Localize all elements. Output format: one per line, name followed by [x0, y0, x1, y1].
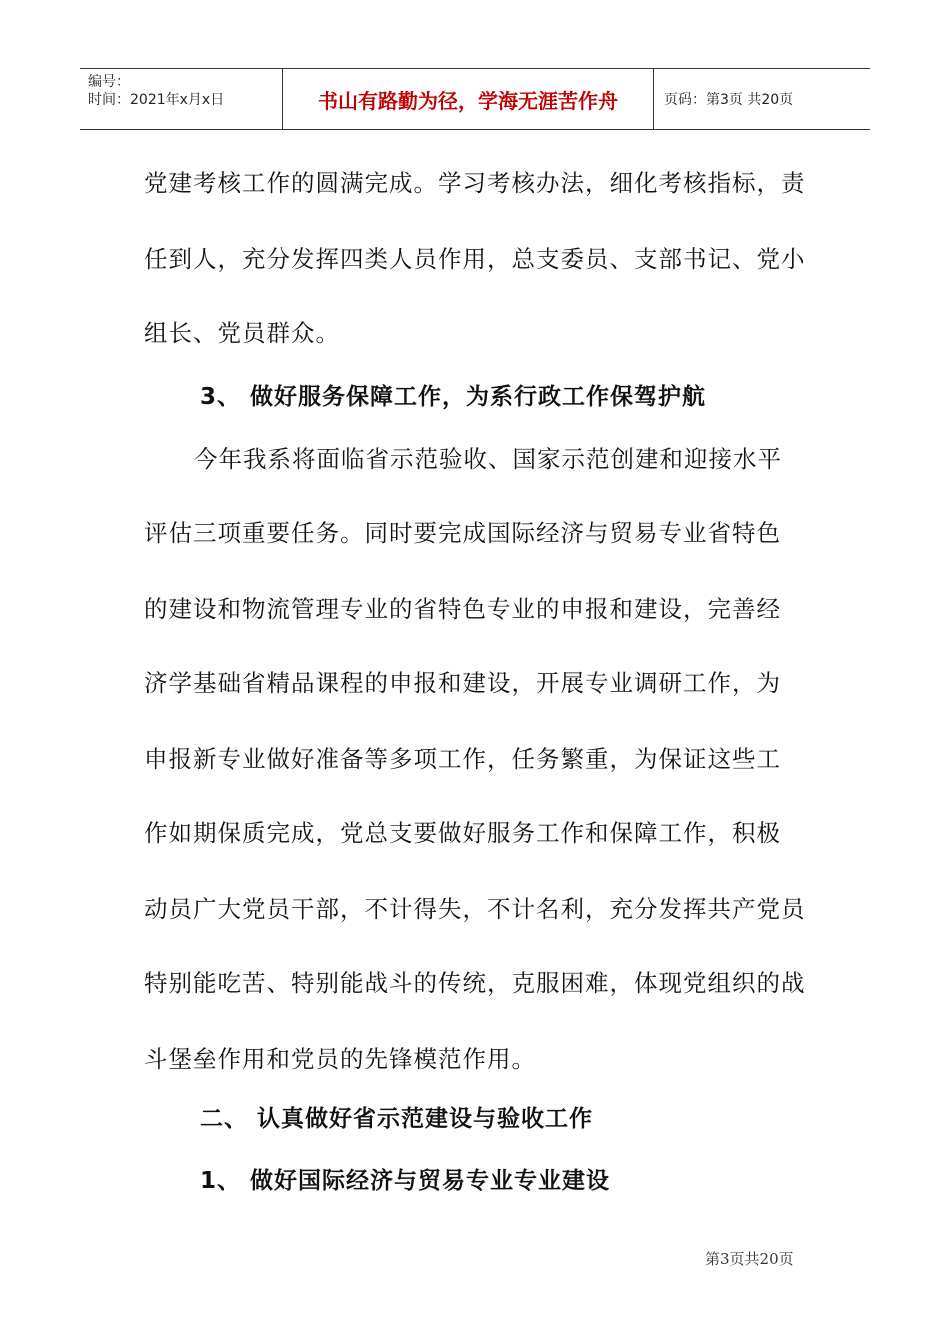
paragraph-line: 评估三项重要任务。同时要完成国际经济与贸易专业省特色: [144, 519, 781, 547]
section-heading: 3、 做好服务保障工作，为系行政工作保驾护航: [200, 384, 707, 410]
paragraph-line: 动员广大党员干部，不计得失，不计名利，充分发挥共产党员: [144, 895, 806, 923]
paragraph-line: 组长、党员群众。: [144, 319, 340, 347]
motto-text: 书山有路勤为径，学海无涯苦作舟: [318, 88, 618, 113]
header-meta-cell: [80, 69, 283, 129]
section-heading: 二、 认真做好省示范建设与验收工作: [200, 1106, 594, 1132]
section-heading: 1、 做好国际经济与贸易专业专业建设: [200, 1168, 611, 1194]
paragraph-line: 的建设和物流管理专业的省特色专业的申报和建设，完善经: [144, 595, 781, 623]
number-label: 编号：: [88, 74, 130, 90]
paragraph-line: 今年我系将面临省示范验收、国家示范创建和迎接水平: [194, 445, 782, 473]
paragraph-line: 作如期保质完成，党总支要做好服务工作和保障工作，积极: [144, 819, 781, 847]
paragraph-line: 党建考核工作的圆满完成。学习考核办法，细化考核指标，责: [144, 169, 806, 197]
time-label: 时间：2021年x月x日: [88, 92, 225, 108]
page-header: [80, 68, 870, 130]
page-footer: 第3页共20页: [705, 1250, 794, 1268]
paragraph-line: 济学基础省精品课程的申报和建设，开展专业调研工作，为: [144, 669, 781, 697]
paragraph-line: 斗堡垒作用和党员的先锋模范作用。: [144, 1045, 536, 1073]
paragraph-line: 任到人，充分发挥四类人员作用，总支委员、支部书记、党小: [144, 245, 806, 273]
paragraph-line: 申报新专业做好准备等多项工作，任务繁重，为保证这些工: [144, 745, 781, 773]
page-label: 页码：第3页 共20页: [664, 92, 794, 108]
header-motto-cell: [283, 69, 654, 129]
paragraph-line: 特别能吃苦、特别能战斗的传统，克服困难，体现党组织的战: [144, 969, 806, 997]
header-page-cell: [654, 69, 870, 129]
